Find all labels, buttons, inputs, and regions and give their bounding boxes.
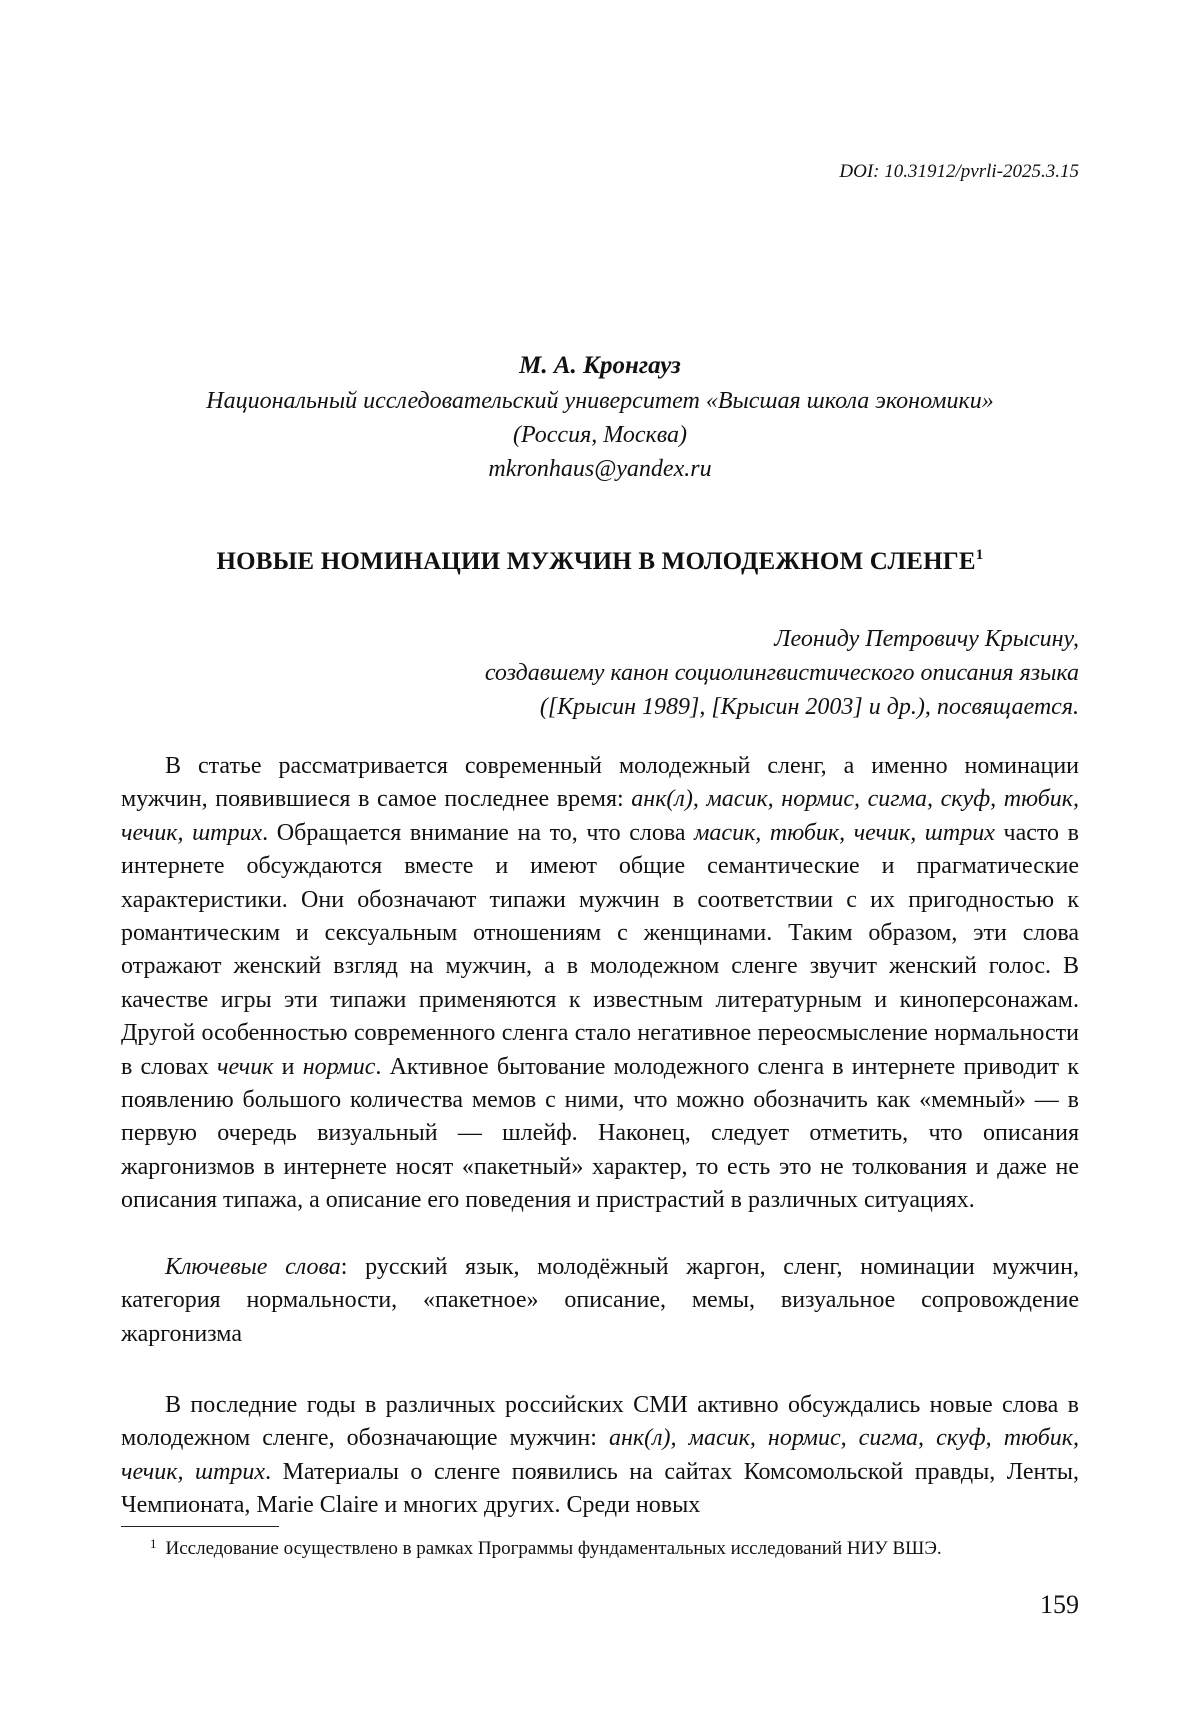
dedication-line-3: ([Крысин 1989], [Крысин 2003] и др.), посвящается. <box>539 694 1079 720</box>
dedication-line-1: Леониду Петровичу Крысину, <box>774 626 1079 652</box>
doi: DOI: 10.31912/pvrli-2025.3.15 <box>839 161 1079 182</box>
footnote-divider <box>121 1526 279 1527</box>
author-affiliation: Национальный исследовательский университет «Высшая школа экономики» <box>206 388 994 414</box>
article-title-text: НОВЫЕ НОМИНАЦИИ МУЖЧИН В МОЛОДЕЖНОМ СЛЕНГЕ <box>216 548 976 575</box>
page-number: 159 <box>1040 1590 1079 1619</box>
abstract-text: часто в интернете обсуждаются вместе и имеют общие семантические и прагматические характеристики. Они обозначают типажи мужчин в соответствии с их пригодностью к романтическим и сексуальным отношениям с женщинами. Таким образом, эти слова отражают женский взгляд на мужчин, а в молодежном сленге звучит женский голос. В качестве игры эти типажи применяются к известным литературным и киноперсонажам. Другой особенностью современного сленга стало негативное переосмысление нормальности в словах <box>121 819 1079 1080</box>
body-text: В последние годы в различных российских СМИ активно обсуждались новые слова в молодежном сленге, обозначающие мужчин: <box>121 1392 1079 1452</box>
body-terms: анк(л), масик, нормис, сигма, скуф, тюбик, чечик, штрих <box>121 1425 1079 1485</box>
footnote-mark: 1 <box>150 1536 157 1551</box>
abstract-terms: масик, тюбик, чечик, штрих <box>694 819 995 846</box>
footnote <box>150 1538 942 1560</box>
body-text: . Материалы о сленге появились на сайтах Комсомольской правды, Ленты, Чемпионата, Marie Claire и многих других. Среди новых <box>121 1458 1079 1519</box>
abstract-terms: нормис <box>302 1053 376 1080</box>
body-paragraph <box>121 1389 1079 1523</box>
abstract-text: . Активное бытование молодежного сленга в интернете приводит к появлению большого количества мемов с ними, что можно обозначить как «мемный» — в первую очередь визуальный — шлейф. Наконец, следует отметить, что описания жаргонизмов в интернете носят «пакетный» характер, то есть это не толкования и даже не описания типажа, а описание его поведения и пристрастий в различных ситуациях. <box>121 1053 1080 1214</box>
keywords <box>121 1251 1079 1351</box>
footnote-text: Исследование осуществлено в рамках Программы фундаментальных исследований НИУ ВШЭ. <box>165 1538 942 1559</box>
abstract-text: . Обращается внимание на то, что слова <box>262 819 695 846</box>
author-name: М. А. Кронгауз <box>519 352 681 379</box>
keywords-text: : русский язык, молодёжный жаргон, сленг, номинации мужчин, категория нормальности, «пакетное» описание, мемы, визуальное сопровождение жаргонизма <box>121 1254 1079 1347</box>
abstract-text: и <box>273 1053 303 1080</box>
author-location: (Россия, Москва) <box>512 422 688 448</box>
keywords-label: Ключевые слова <box>165 1254 341 1280</box>
abstract-terms: анк(л), масик, нормис, сигма, скуф, тюбик, чечик, штрих <box>121 786 1079 846</box>
abstract <box>121 750 1079 1218</box>
abstract-terms: чечик <box>217 1053 274 1080</box>
title-footnote-mark[interactable]: 1 <box>975 547 984 563</box>
author-email[interactable]: mkronhaus@yandex.ru <box>488 456 712 482</box>
article-title <box>0 548 1200 576</box>
abstract-text: В статье рассматривается современный молодежный сленг, а именно номинации мужчин, появившиеся в самое последнее время: <box>121 753 1079 813</box>
dedication-line-2: создавшему канон социолингвистического описания языка <box>484 660 1079 686</box>
